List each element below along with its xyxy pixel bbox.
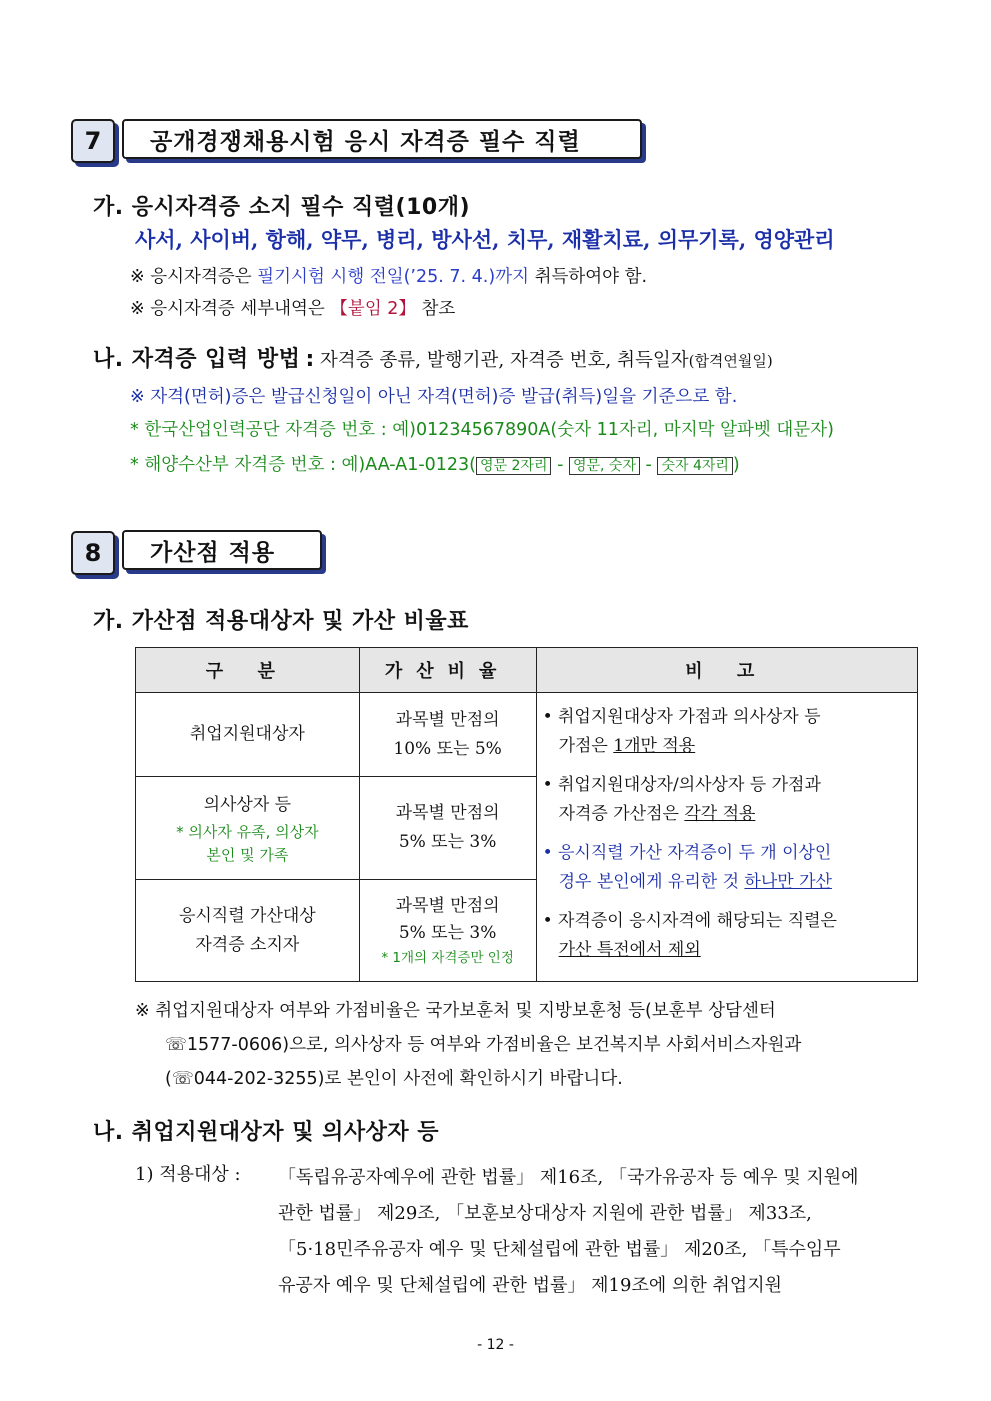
format-box-2: 영문, 숫자	[569, 457, 640, 475]
category-cell: 응시직렬 가산대상 자격증 소지자	[136, 880, 360, 982]
required-jobs-list: 사서, 사이버, 항해, 약무, 병리, 방사선, 치무, 재활치료, 의무기록, 영양관리	[135, 227, 835, 252]
section-number-8: 8	[71, 531, 115, 575]
b-item-label: 1) 적용대상 :	[135, 1164, 241, 1185]
format-box-3: 숫자 4자리	[657, 457, 732, 475]
note-8a: ※ 취업지원대상자 여부와 가점비율은 국가보훈처 및 지방보훈청 등(보훈부 상담센터 ☏1577-0606)으로, 의사상자 등 여부와 가점비율은 보건복지부 사회서비스자원과 (☏044-202-3255)로 본인이 사전에 확인하시기 바랍니다.	[135, 1001, 802, 1089]
section-title-8: 가산점 적용	[122, 530, 322, 570]
note-7a-1: ※ 응시자격증은 필기시험 시행 전일(’25. 7. 4.)까지 취득하여야 함.	[130, 267, 648, 287]
header-rate: 가산비율	[359, 648, 536, 693]
remark-item: • 응시직렬 가산 자격증이 두 개 이상인 경우 본인에게 유리한 것 하나만 가산	[542, 843, 832, 892]
category-cell: 취업지원대상자	[136, 693, 360, 777]
note-7b-2: * 한국산업인력공단 자격증 번호 : 예)01234567890A(숫자 11자리, 마지막 알파벳 대문자)	[130, 420, 834, 440]
note-7b-3: * 해양수산부 자격증 번호 : 예)AA-A1-0123( 영문 2자리 - 영문, 숫자 - 숫자 4자리 )	[130, 455, 740, 475]
format-box-1: 영문 2자리	[476, 457, 551, 475]
page-number: - 12 -	[477, 1337, 514, 1353]
b-item-text: 「독립유공자예우에 관한 법률」 제16조, 「국가유공자 등 예우 및 지원에 관한 법률」 제29조, 「보훈보상대상자 지원에 관한 법률」 제33조, 「5·18민주유공자 예우 및 단체설립에 관한 법률」 제20조, 「특수임무 유공자 예우 및 단체설립에 관한 법률」 제19조에 의한 취업지원	[278, 1167, 859, 1296]
category-cell: 의사상자 등 * 의사자 유족, 의상자 본인 및 가족	[136, 777, 360, 880]
subheading-8a: 가. 가산점 적용대상자 및 가산 비율표	[93, 609, 469, 634]
table-header-row	[136, 648, 918, 693]
remarks-cell	[536, 693, 917, 982]
bonus-rate-table	[135, 647, 918, 982]
remark-item: • 취업지원대상자 가점과 의사상자 등 가점은 1개만 적용	[542, 707, 821, 756]
subheading-7a: 가. 응시자격증 소지 필수 직렬(10개)	[93, 195, 470, 220]
rate-cell: 과목별 만점의 5% 또는 3% * 1개의 자격증만 인정	[359, 880, 536, 982]
header-remarks: 비 고	[536, 648, 917, 693]
table-row	[136, 693, 918, 777]
section-title-7: 공개경쟁채용시험 응시 자격증 필수 직렬	[122, 119, 642, 159]
rate-cell: 과목별 만점의 10% 또는 5%	[359, 693, 536, 777]
header-category: 구 분	[136, 648, 360, 693]
subheading-7b: 나. 자격증 입력 방법 : 자격증 종류, 발행기관, 자격증 번호, 취득일자(합격연월일)	[93, 347, 773, 372]
note-7b-1: ※ 자격(면허)증은 발급신청일이 아닌 자격(면허)증 발급(취득)일을 기준으로 함.	[130, 387, 738, 407]
subheading-8b: 나. 취업지원대상자 및 의사상자 등	[93, 1120, 440, 1145]
remark-item: • 취업지원대상자/의사상자 등 가점과 자격증 가산점은 각각 적용	[542, 775, 821, 824]
note-7a-2: ※ 응시자격증 세부내역은 【붙임 2】 참조	[130, 299, 456, 319]
remark-item: • 자격증이 응시자격에 해당되는 직렬은 가산 특전에서 제외	[542, 911, 837, 960]
section-number-7: 7	[71, 119, 115, 163]
rate-cell: 과목별 만점의 5% 또는 3%	[359, 777, 536, 880]
